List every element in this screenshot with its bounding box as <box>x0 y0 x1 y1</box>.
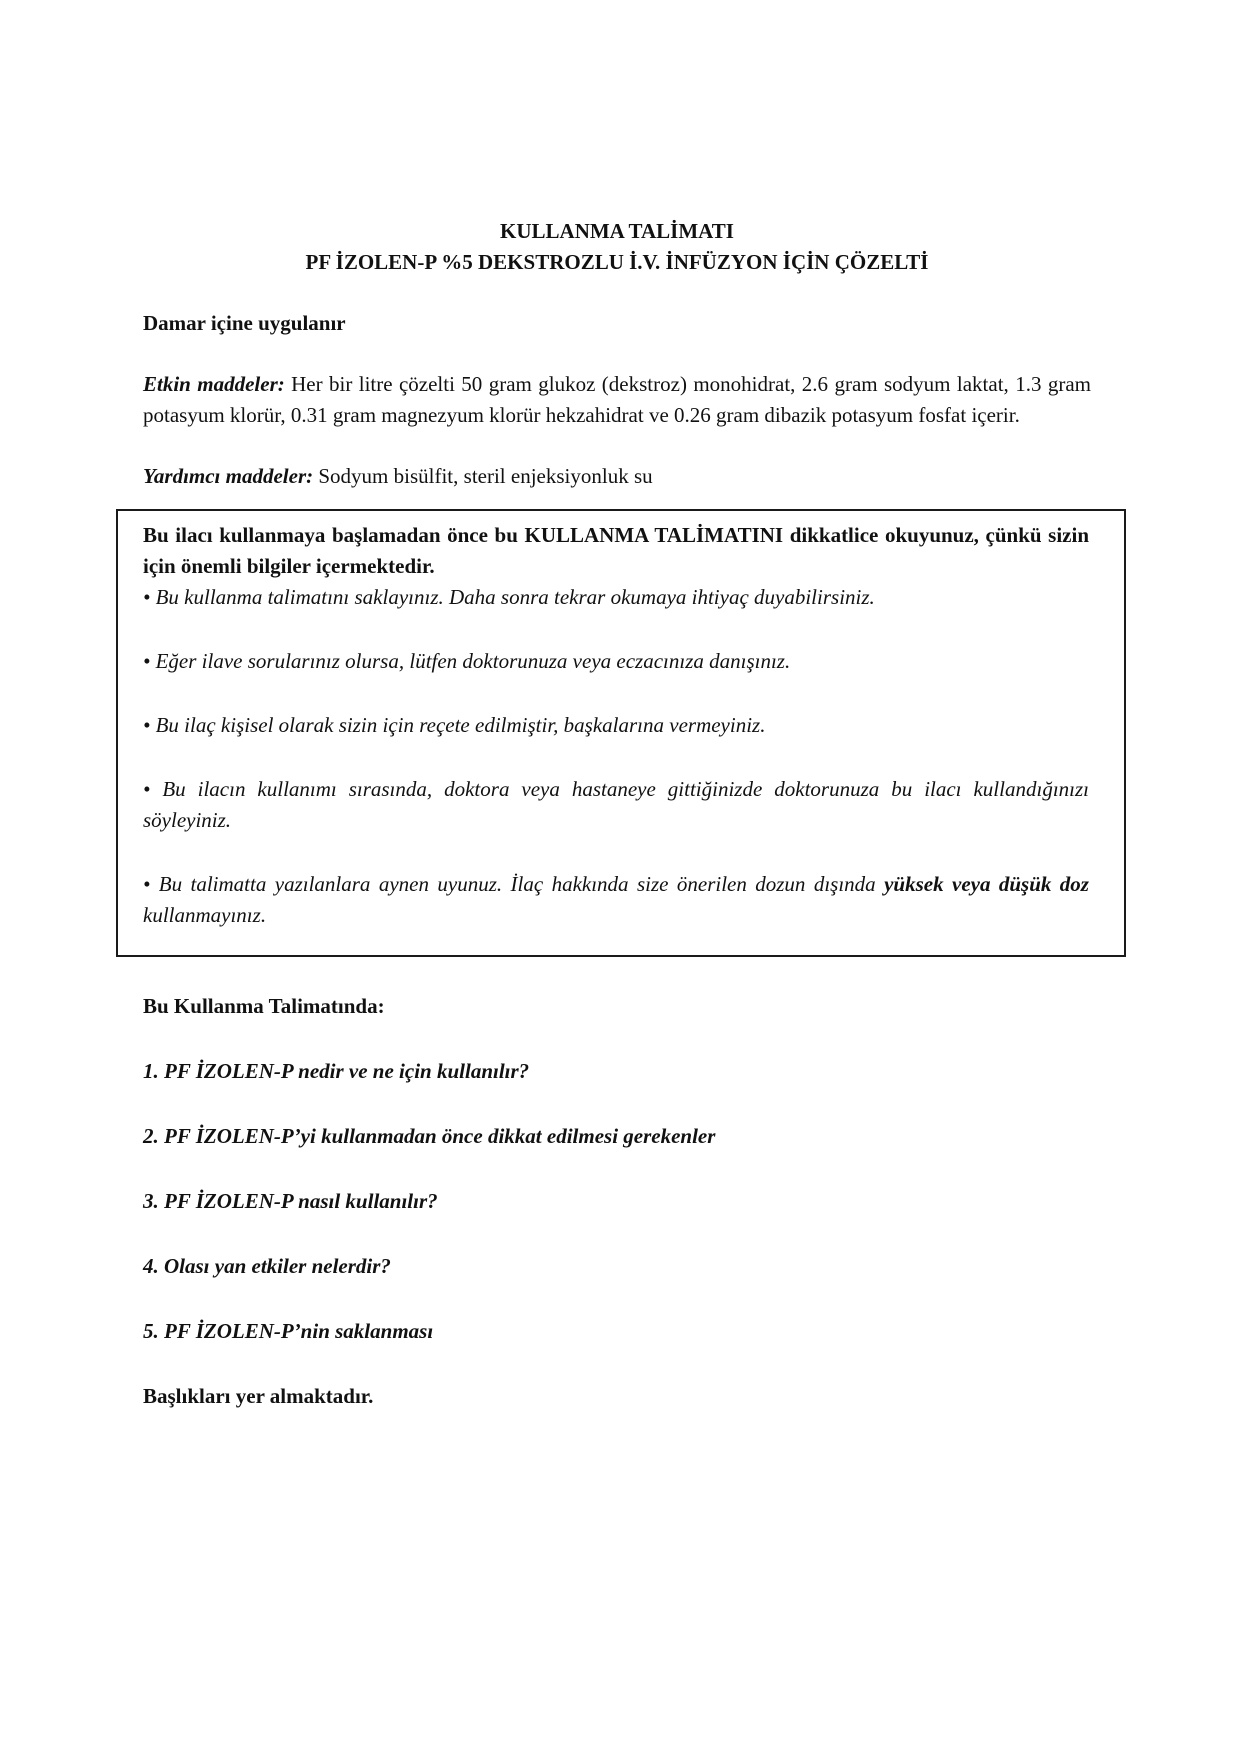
dose-bullet-text-after: kullanmayınız. <box>143 903 267 927</box>
toc-title: Bu Kullanma Talimatında: <box>143 994 385 1018</box>
warning-box <box>116 509 1126 957</box>
active-ingredients-text: Her bir litre çözelti 50 gram glukoz (dekstroz) monohidrat, 2.6 gram sodyum laktat, 1.3 gram potasyum klorür, 0.31 gram magnezyum klorür hekzahidrat ve 0.26 gram dibazik potasyum fosfat içerir. <box>143 372 1091 427</box>
title-line-1: KULLANMA TALİMATI <box>500 219 734 243</box>
toc-item-3: 3. PF İZOLEN-P nasıl kullanılır? <box>143 1189 438 1213</box>
toc-item-5: 5. PF İZOLEN-P’nin saklanması <box>143 1319 434 1343</box>
toc-item-2: 2. PF İZOLEN-P’yi kullanmadan önce dikkat edilmesi gerekenler <box>143 1124 716 1148</box>
warning-bullet-dose <box>143 869 1089 931</box>
active-ingredients-label: Etkin maddeler: <box>143 372 285 396</box>
warning-bullet: • Bu kullanma talimatını saklayınız. Daha sonra tekrar okumaya ihtiyaç duyabilirsiniz. <box>143 585 875 609</box>
title-line-2: PF İZOLEN-P %5 DEKSTROZLU İ.V. İNFÜZYON İÇİN ÇÖZELTİ <box>305 250 929 274</box>
closing-line: Başlıkları yer almaktadır. <box>143 1384 374 1408</box>
warning-bullet: • Bu ilacın kullanımı sırasında, doktora veya hastaneye gittiğinizde doktorunuza bu ilacı kullandığınızı söyleyiniz. <box>143 777 1089 832</box>
warning-heading: Bu ilacı kullanmaya başlamadan önce bu KULLANMA TALİMATINI dikkatlice okuyunuz, çünkü sizin için önemli bilgiler içermektedir. <box>143 523 1089 578</box>
route-of-administration: Damar içine uygulanır <box>143 311 346 335</box>
excipients-label: Yardımcı maddeler: <box>143 464 314 488</box>
dose-bullet-emphasis: yüksek veya düşük doz <box>884 872 1089 896</box>
document-title <box>143 216 1091 278</box>
toc-item-4: 4. Olası yan etkiler nelerdir? <box>143 1254 391 1278</box>
excipients <box>143 461 1091 492</box>
active-ingredients <box>143 369 1091 431</box>
toc-item-1: 1. PF İZOLEN-P nedir ve ne için kullanılır? <box>143 1059 530 1083</box>
document-content <box>143 216 1091 1412</box>
dose-bullet-text-before: • Bu talimatta yazılanlara aynen uyunuz. İlaç hakkında size önerilen dozun dışında <box>143 872 885 896</box>
warning-bullet: • Eğer ilave sorularınız olursa, lütfen doktorunuza veya eczacınıza danışınız. <box>143 649 791 673</box>
warning-bullet: • Bu ilaç kişisel olarak sizin için reçete edilmiştir, başkalarına vermeyiniz. <box>143 713 766 737</box>
excipients-text: Sodyum bisülfit, steril enjeksiyonluk su <box>313 464 653 488</box>
